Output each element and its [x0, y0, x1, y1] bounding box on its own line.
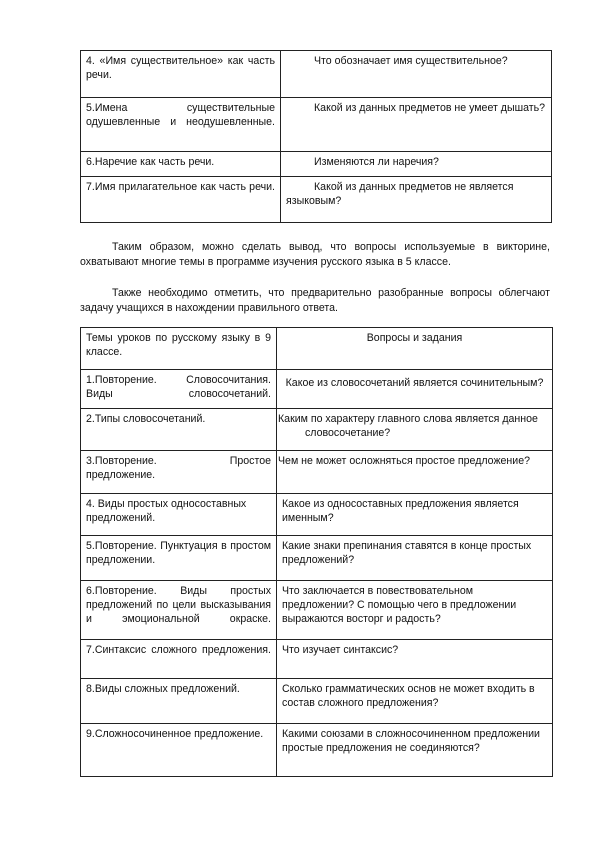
- header-questions-cell: Вопросы и задания: [277, 328, 553, 370]
- topic-cell: 5.Повторение. Пунктуация в простом предложении.: [81, 536, 277, 581]
- topic-cell: 5.Имена существительные одушевленные и неодушевленные.: [81, 98, 281, 152]
- topic-cell: 4. «Имя существительное» как часть речи.: [81, 51, 281, 98]
- table-row: [81, 409, 553, 451]
- topic-cell: 7.Имя прилагательное как часть речи.: [81, 177, 281, 223]
- question-cell: Изменяются ли наречия?: [281, 152, 552, 177]
- table-row: [81, 679, 553, 724]
- question-cell: Какими союзами в сложносочиненном предложении простые предложения не соединяются?: [277, 724, 553, 777]
- note-paragraph: Также необходимо отметить, что предварительно разобранные вопросы облегчают задачу учащихся в нахождении правильного ответа.: [80, 286, 550, 314]
- topic-cell: 4. Виды простых односоставных предложений.: [81, 494, 277, 536]
- table-row: [81, 177, 552, 223]
- topic-cell: 6.Наречие как часть речи.: [81, 152, 281, 177]
- quiz-topics-table-grade9: [80, 327, 553, 777]
- topic-cell: 7.Синтаксис сложного предложения.: [81, 640, 277, 679]
- quiz-topics-table-grade5: [80, 50, 552, 223]
- topic-cell: 8.Виды сложных предложений.: [81, 679, 277, 724]
- question-cell: Какой из данных предметов не является языковым?: [281, 177, 552, 223]
- table-row: [81, 451, 553, 494]
- question-cell: Чем не может осложняться простое предложение?: [277, 451, 553, 494]
- question-cell: Сколько грамматических основ не может входить в состав сложного предложения?: [277, 679, 553, 724]
- topic-cell: 2.Типы словосочетаний.: [81, 409, 277, 451]
- question-cell: Что заключается в повествовательном предложении? С помощью чего в предложении выражаются восторг и радость?: [277, 581, 553, 640]
- topic-cell: 6.Повторение. Виды простых предложений по цели высказывания и эмоциональной окраске.: [81, 581, 277, 640]
- topic-cell: 9.Сложносочиненное предложение.: [81, 724, 277, 777]
- question-cell: Какое из словосочетаний является сочинительным?: [277, 370, 553, 409]
- table-row: [81, 536, 553, 581]
- table-row: [81, 494, 553, 536]
- conclusion-paragraph: Таким образом, можно сделать вывод, что вопросы используемые в викторине, охватывают многие темы в программе изучения русского языка в 5 классе.: [80, 240, 550, 268]
- table-row: [81, 640, 553, 679]
- header-topics-cell: Темы уроков по русскому языку в 9 классе.: [81, 328, 277, 370]
- topic-cell: 1.Повторение. Словосочитания. Виды словосочетаний.: [81, 370, 277, 409]
- table-row: [81, 98, 552, 152]
- table-row: [81, 370, 553, 409]
- question-cell: Что обозначает имя существительное?: [281, 51, 552, 98]
- table-row: [81, 152, 552, 177]
- question-cell: Каким по характеру главного слова является данное словосочетание?: [277, 409, 553, 451]
- table-row: [81, 724, 553, 777]
- table-header-row: [81, 328, 553, 370]
- table-row: [81, 51, 552, 98]
- question-cell: Какой из данных предметов не умеет дышать?: [281, 98, 552, 152]
- question-cell: Какие знаки препинания ставятся в конце простых предложений?: [277, 536, 553, 581]
- question-cell: Какое из односоставных предложения является именным?: [277, 494, 553, 536]
- topic-cell: 3.Повторение. Простое предложение.: [81, 451, 277, 494]
- table-row: [81, 581, 553, 640]
- question-cell: Что изучает синтаксис?: [277, 640, 553, 679]
